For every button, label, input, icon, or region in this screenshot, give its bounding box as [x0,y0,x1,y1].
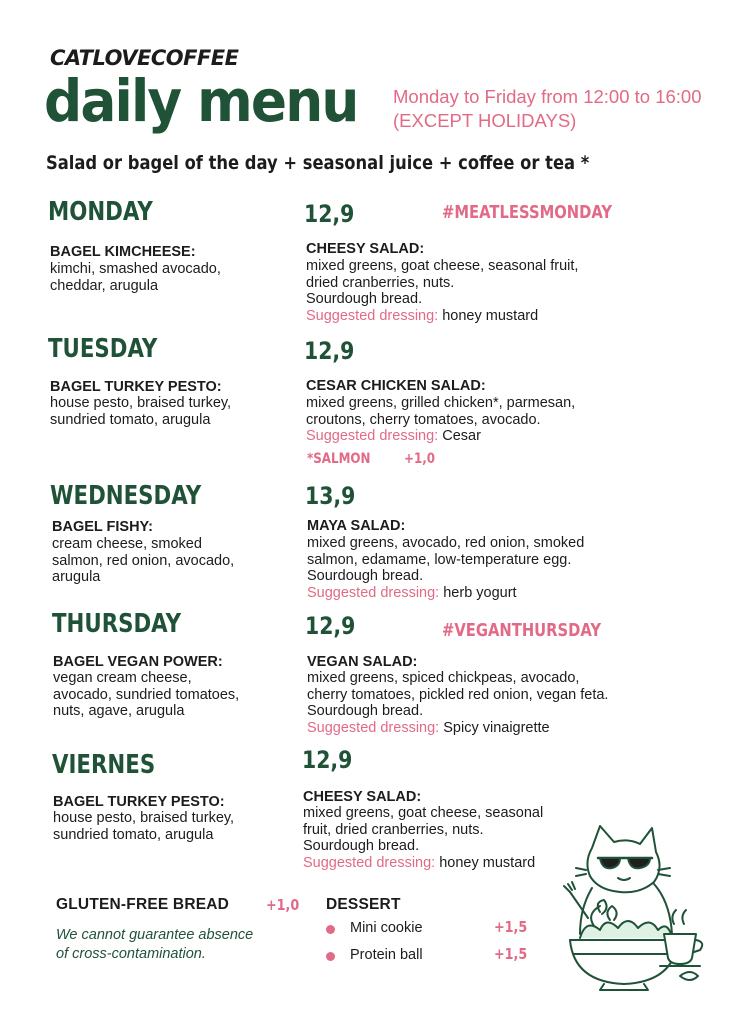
day-title: WEDNESDAY [50,481,202,511]
suggested-dressing: Suggested dressing: Cesar [306,428,481,444]
bagel-name: BAGEL FISHY: [52,519,153,535]
bagel-description: house pesto, braised turkey, sundried tomato, arugula [50,395,232,428]
price: 12,9 [305,612,356,640]
salad-description: mixed greens, grilled chicken*, parmesan, croutons, cherry tomatoes, avocado. Suggested dressing: Cesar [306,395,576,444]
bagel-name: BAGEL TURKEY PESTO: [53,794,225,810]
suggested-dressing: Suggested dressing: herb yogurt [307,584,517,601]
opening-hours: Monday to Friday from 12:00 to 16:00 (EXCEPT HOLIDAYS) [393,86,702,131]
salad-description: mixed greens, avocado, red onion, smoked salmon, edamame, low-temperature egg. Sourdough bread. Suggested dressing: herb yogurt [307,535,585,601]
extra-salmon-label: *SALMON [307,451,371,467]
menu-tagline: Salad or bagel of the day + seasonal juice + coffee or tea * [46,152,590,174]
bagel-name: BAGEL KIMCHEESE: [50,244,196,260]
hashtag: #MEATLESSMONDAY [442,202,613,223]
salad-name: CHEESY SALAD: [303,789,422,805]
suggested-dressing: Suggested dressing: honey mustard [303,854,536,871]
dessert-item-name: Mini cookie [350,920,423,936]
price: 12,9 [302,746,353,774]
suggested-dressing: Suggested dressing: Spicy vinaigrette [307,719,550,736]
cross-contamination-note: We cannot guarantee absence of cross-contamination. [56,927,254,962]
price: 12,9 [304,337,355,365]
bullet-icon [326,925,335,934]
dessert-label: DESSERT [326,896,401,913]
hashtag: #VEGANTHURSDAY [442,620,602,641]
price: 12,9 [304,200,355,228]
dessert-item-price: +1,5 [494,918,528,936]
dessert-item-name: Protein ball [350,947,423,963]
suggested-dressing: Suggested dressing: honey mustard [306,307,539,324]
bagel-description: house pesto, braised turkey, sundried tomato, arugula [53,810,235,843]
salad-description: mixed greens, goat cheese, seasonal fruit, dried cranberries, nuts. Sourdough bread. Suggested dressing: honey mustard [303,805,544,871]
day-title: VIERNES [52,750,156,780]
extra-salmon-price: +1,0 [404,451,436,467]
bagel-name: BAGEL VEGAN POWER: [53,654,223,670]
gluten-free-price: +1,0 [266,896,300,914]
brand-logo: CATLOVECOFFEE [50,46,239,70]
salad-description: mixed greens, goat cheese, seasonal fruit, dried cranberries, nuts. Sourdough bread. Suggested dressing: honey mustard [306,258,579,324]
day-title: MONDAY [48,197,153,227]
day-title: TUESDAY [48,334,158,364]
salad-name: CESAR CHICKEN SALAD: [306,378,486,394]
gluten-free-label: GLUTEN-FREE BREAD [56,896,230,913]
salad-name: CHEESY SALAD: [306,241,425,257]
bagel-description: kimchi, smashed avocado, cheddar, arugula [50,261,221,294]
price: 13,9 [305,482,356,510]
cat-eating-salad-icon [540,822,710,992]
bullet-icon [326,952,335,961]
bagel-name: BAGEL TURKEY PESTO: [50,379,222,395]
day-title: THURSDAY [52,609,182,639]
dessert-item-price: +1,5 [494,945,528,963]
salad-name: MAYA SALAD: [307,518,406,534]
page-title: daily menu [44,67,358,135]
bagel-description: vegan cream cheese, avocado, sundried tomatoes, nuts, agave, arugula [53,670,240,719]
salad-description: mixed greens, spiced chickpeas, avocado, cherry tomatoes, pickled red onion, vegan feta. Sourdough bread. Suggested dressing: Spicy vinaigrette [307,670,609,736]
bagel-description: cream cheese, smoked salmon, red onion, avocado, arugula [52,536,235,585]
salad-name: VEGAN SALAD: [307,654,418,670]
